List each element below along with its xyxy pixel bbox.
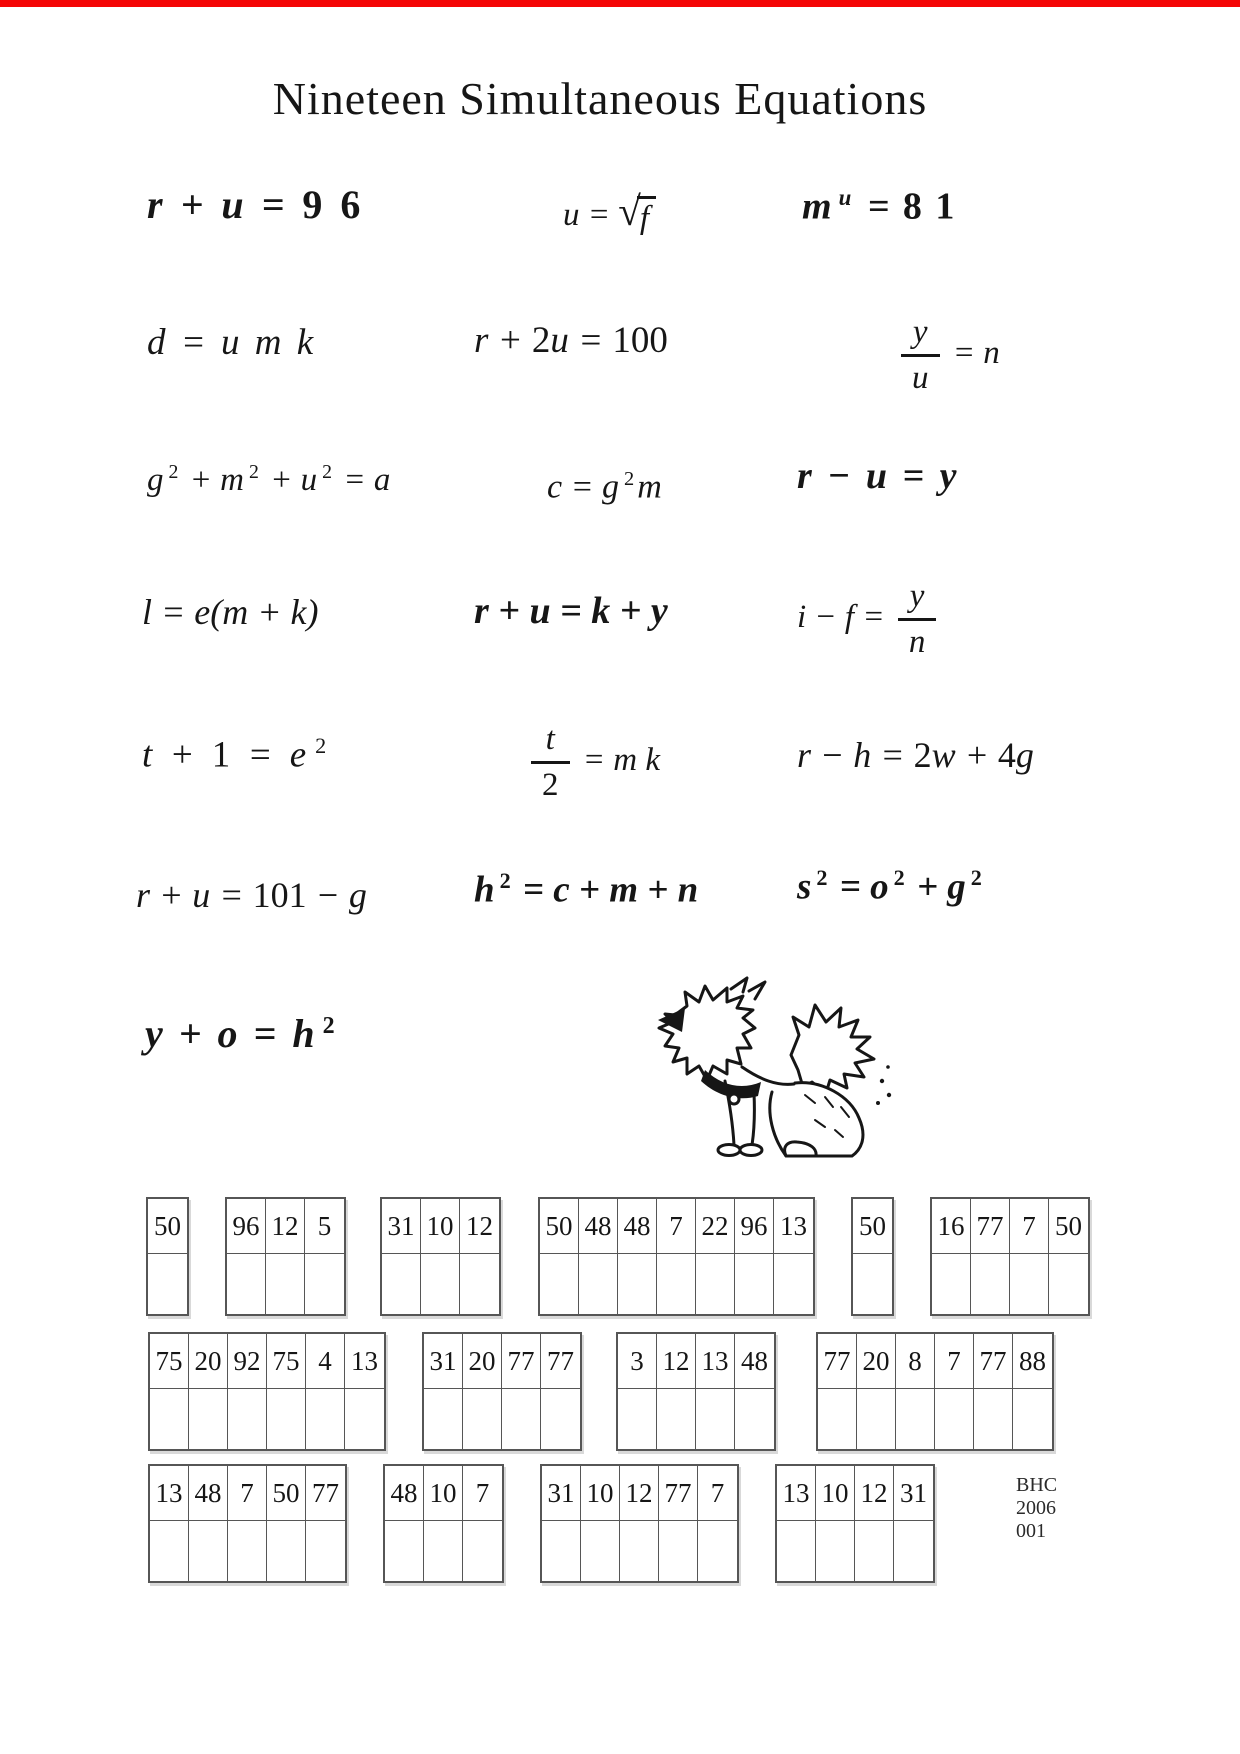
grid-number-cell: 7 [228, 1466, 267, 1521]
grid-answer-cell [620, 1521, 659, 1581]
grid-number-cell: 50 [1049, 1199, 1088, 1254]
equation-16: r + u = 101 − g [136, 875, 367, 915]
grid-answer-cell [971, 1254, 1010, 1314]
equation-9: r − u = y [797, 455, 960, 497]
grid-number-cell: 12 [855, 1466, 894, 1521]
equation-4: d = u m k [147, 322, 317, 363]
grid-answer-cell [735, 1254, 774, 1314]
grid-number-cell: 50 [540, 1199, 579, 1254]
grid-answer-cell [1010, 1254, 1049, 1314]
grid-answer-cell [774, 1254, 813, 1314]
grid-answer-cell [228, 1389, 267, 1449]
grid-answer-cell [502, 1389, 541, 1449]
grid-answer-cell [382, 1254, 421, 1314]
grid-answer-cell [696, 1389, 735, 1449]
grid-answer-cell [150, 1389, 189, 1449]
grid-answer-cell [974, 1389, 1013, 1449]
equation-1: r + u = 9 6 [147, 182, 365, 227]
number-grid [616, 1332, 776, 1451]
grid-number-cell: 12 [620, 1466, 659, 1521]
grid-answer-cell [227, 1254, 266, 1314]
grid-answer-cell [777, 1521, 816, 1581]
grid-answer-cell [696, 1254, 735, 1314]
number-grid [383, 1464, 504, 1583]
grid-answer-cell [424, 1521, 463, 1581]
grid-answer-cell [540, 1254, 579, 1314]
grid-answer-cell [735, 1389, 774, 1449]
grid-number-cell: 10 [421, 1199, 460, 1254]
grid-answer-cell [385, 1521, 424, 1581]
grid-answer-cell [816, 1521, 855, 1581]
grid-answer-cell [148, 1254, 187, 1314]
grid-answer-cell [266, 1254, 305, 1314]
page-title: Nineteen Simultaneous Equations [272, 73, 928, 124]
grid-answer-cell [657, 1254, 696, 1314]
grid-answer-cell [1013, 1389, 1052, 1449]
grid-number-cell: 13 [345, 1334, 384, 1389]
grid-answer-cell [305, 1254, 344, 1314]
equation-10: l = e(m + k) [142, 592, 319, 632]
credit-line: BHC [1016, 1474, 1058, 1496]
grid-number-cell: 16 [932, 1199, 971, 1254]
grid-number-cell: 13 [777, 1466, 816, 1521]
grid-answer-cell [189, 1521, 228, 1581]
grid-number-cell: 96 [227, 1199, 266, 1254]
number-grid [148, 1464, 347, 1583]
grid-answer-cell [581, 1521, 620, 1581]
grid-number-cell: 13 [150, 1466, 189, 1521]
grid-answer-cell [267, 1521, 306, 1581]
grid-number-cell: 7 [698, 1466, 737, 1521]
equation-18: s $^2$ = o $^2$ + g $^2$ [797, 865, 982, 908]
grid-number-cell: 77 [659, 1466, 698, 1521]
grid-answer-cell [855, 1521, 894, 1581]
grid-number-cell: 31 [542, 1466, 581, 1521]
grid-number-cell: 75 [150, 1334, 189, 1389]
grid-number-cell: 12 [657, 1334, 696, 1389]
grid-number-cell: 48 [579, 1199, 618, 1254]
grid-answer-cell [853, 1254, 892, 1314]
grid-number-cell: 12 [266, 1199, 305, 1254]
number-grid [380, 1197, 501, 1316]
grid-answer-cell [894, 1521, 933, 1581]
credit-text [1016, 1474, 1057, 1543]
grid-answer-cell [579, 1254, 618, 1314]
grid-answer-cell [150, 1521, 189, 1581]
number-grid [540, 1464, 739, 1583]
grid-number-cell: 7 [463, 1466, 502, 1521]
number-grid [775, 1464, 935, 1583]
grid-answer-cell [657, 1389, 696, 1449]
grid-answer-cell [1049, 1254, 1088, 1314]
grid-number-cell: 77 [971, 1199, 1010, 1254]
grid-answer-cell [463, 1389, 502, 1449]
grid-answer-cell [267, 1389, 306, 1449]
equation-15: r − h = 2w + 4g [797, 735, 1034, 775]
grid-answer-cell [896, 1389, 935, 1449]
grid-number-cell: 31 [424, 1334, 463, 1389]
grid-number-cell: 75 [267, 1334, 306, 1389]
equation-12: i − f = $\frac{y}{n}$ [797, 578, 941, 661]
grid-answer-cell [189, 1389, 228, 1449]
grid-number-cell: 77 [502, 1334, 541, 1389]
grid-number-cell: 22 [696, 1199, 735, 1254]
grid-answer-cell [618, 1389, 657, 1449]
grid-number-cell: 50 [853, 1199, 892, 1254]
grid-answer-cell [460, 1254, 499, 1314]
grid-answer-cell [698, 1521, 737, 1581]
grid-answer-cell [818, 1389, 857, 1449]
grid-number-cell: 3 [618, 1334, 657, 1389]
grid-number-cell: 5 [305, 1199, 344, 1254]
equation-14: $\frac{t}{2}$ = m k [526, 721, 660, 804]
grid-answer-cell [932, 1254, 971, 1314]
grid-answer-cell [659, 1521, 698, 1581]
number-grid [930, 1197, 1090, 1316]
grid-number-cell: 20 [189, 1334, 228, 1389]
grid-number-cell: 96 [735, 1199, 774, 1254]
grid-number-cell: 77 [306, 1466, 345, 1521]
grid-answer-cell [463, 1521, 502, 1581]
number-grid [851, 1197, 894, 1316]
grid-answer-cell [306, 1521, 345, 1581]
grid-number-cell: 48 [735, 1334, 774, 1389]
grid-answer-cell [541, 1389, 580, 1449]
number-grid [422, 1332, 582, 1451]
equation-3: m $^u$ = 8 1 [802, 185, 957, 228]
number-grid [225, 1197, 346, 1316]
grid-number-cell: 50 [148, 1199, 187, 1254]
grid-number-cell: 88 [1013, 1334, 1052, 1389]
grid-number-cell: 50 [267, 1466, 306, 1521]
grid-number-cell: 20 [857, 1334, 896, 1389]
equation-7: g $^2$ + m $^2$ + u $^2$ = a [147, 461, 391, 498]
grid-answer-cell [345, 1389, 384, 1449]
grid-number-cell: 77 [974, 1334, 1013, 1389]
equation-2: u = √ f [563, 196, 656, 237]
equation-19: y + o = h $^2$ [145, 1011, 338, 1056]
credit-line: 001 [1016, 1520, 1046, 1542]
grid-number-cell: 7 [935, 1334, 974, 1389]
grid-number-cell: 48 [618, 1199, 657, 1254]
number-grid [538, 1197, 815, 1316]
grid-number-cell: 48 [385, 1466, 424, 1521]
grid-number-cell: 31 [894, 1466, 933, 1521]
grid-answer-cell [306, 1389, 345, 1449]
grid-number-cell: 4 [306, 1334, 345, 1389]
grid-number-cell: 20 [463, 1334, 502, 1389]
grid-answer-cell [935, 1389, 974, 1449]
grid-number-cell: 12 [460, 1199, 499, 1254]
grid-answer-cell [421, 1254, 460, 1314]
grid-answer-cell [542, 1521, 581, 1581]
grid-answer-cell [424, 1389, 463, 1449]
grid-number-cell: 77 [541, 1334, 580, 1389]
number-grid [816, 1332, 1054, 1451]
grid-number-cell: 77 [818, 1334, 857, 1389]
grid-number-cell: 92 [228, 1334, 267, 1389]
dog-illustration [645, 975, 905, 1170]
equation-5: r + 2u = 100 [474, 320, 668, 361]
number-grid [148, 1332, 386, 1451]
equation-13: t + 1 = e $^2$ [142, 733, 331, 776]
grid-number-cell: 10 [816, 1466, 855, 1521]
equation-11: r + u = k + y [474, 590, 668, 632]
number-grid [146, 1197, 189, 1316]
equation-8: c = g $^2$m [547, 468, 662, 506]
grid-answer-cell [857, 1389, 896, 1449]
equation-17: h $^2$ = c + m + n [474, 868, 699, 911]
grid-number-cell: 13 [774, 1199, 813, 1254]
grid-number-cell: 7 [1010, 1199, 1049, 1254]
grid-number-cell: 13 [696, 1334, 735, 1389]
equation-6: $\frac{y}{u}$ = n [896, 314, 1000, 397]
grid-number-cell: 8 [896, 1334, 935, 1389]
grid-number-cell: 10 [424, 1466, 463, 1521]
credit-line: 2006 [1016, 1497, 1056, 1519]
grid-answer-cell [618, 1254, 657, 1314]
grid-number-cell: 7 [657, 1199, 696, 1254]
grid-number-cell: 31 [382, 1199, 421, 1254]
grid-number-cell: 10 [581, 1466, 620, 1521]
grid-answer-cell [228, 1521, 267, 1581]
grid-number-cell: 48 [189, 1466, 228, 1521]
scan-artifact-red-bar [0, 0, 1240, 7]
